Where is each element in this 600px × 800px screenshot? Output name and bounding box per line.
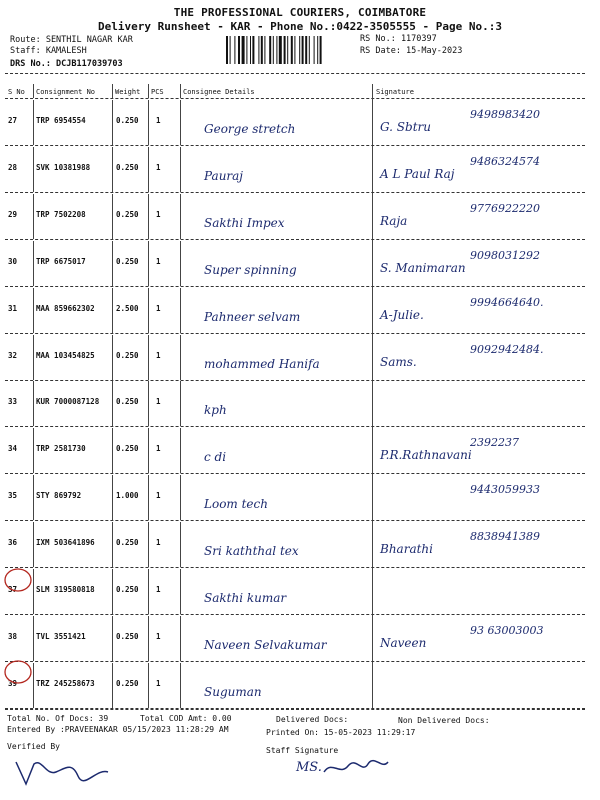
row-separator — [5, 567, 585, 568]
row-phone-handwritten: 93 63003003 — [470, 624, 544, 637]
col-divider — [112, 241, 113, 286]
col-divider — [33, 84, 34, 98]
row-pcs: 1 — [156, 304, 161, 313]
row-signature-handwritten: A L Paul Raj — [380, 167, 455, 181]
col-header-sno: S No — [8, 88, 25, 96]
col-divider — [180, 84, 181, 98]
row-consignee-handwritten: Naveen Selvakumar — [204, 638, 327, 652]
col-header-consignment: Consignment No — [36, 88, 96, 96]
row-signature-handwritten: Sams. — [380, 355, 417, 369]
row-sno: 37 — [8, 585, 18, 594]
row-separator — [5, 614, 585, 615]
row-consignment: TRP 2581730 — [36, 444, 86, 453]
row-consignee-handwritten: Sakthi Impex — [204, 216, 285, 230]
row-phone-handwritten: 9498983420 — [470, 108, 540, 121]
rs-number: RS No.: 1170397 — [360, 34, 437, 44]
staff-signature: MS. — [296, 760, 322, 775]
row-consignee-handwritten: mohammed Hanifa — [204, 357, 320, 371]
col-divider — [148, 616, 149, 661]
row-consignment: KUR 7000087128 — [36, 397, 100, 406]
row-pcs: 1 — [156, 491, 161, 500]
row-separator — [5, 380, 585, 381]
col-divider — [112, 475, 113, 520]
col-divider — [112, 335, 113, 380]
row-pcs: 1 — [156, 679, 161, 688]
col-divider — [180, 569, 181, 614]
col-divider — [33, 288, 34, 333]
row-weight: 2.500 — [116, 304, 139, 313]
row-weight: 0.250 — [116, 257, 139, 266]
row-consignment: TRP 6954554 — [36, 116, 86, 125]
row-consignee-handwritten: Pauraj — [204, 169, 244, 183]
footer-divider — [5, 709, 585, 710]
row-pcs: 1 — [156, 632, 161, 641]
row-separator — [5, 473, 585, 474]
column-header-divider — [5, 98, 585, 99]
col-divider — [180, 147, 181, 192]
col-divider — [148, 569, 149, 614]
row-pcs: 1 — [156, 163, 161, 172]
row-signature-handwritten: P.R.Rathnavani — [380, 448, 472, 462]
col-divider — [112, 428, 113, 473]
verifier-signature-scrawl — [12, 754, 112, 790]
col-divider — [180, 335, 181, 380]
col-divider — [180, 616, 181, 661]
row-consignment: IXM 503641896 — [36, 538, 95, 547]
row-separator — [5, 661, 585, 662]
col-divider — [180, 194, 181, 239]
total-cod-amount: Total COD Amt: 0.00 — [140, 714, 232, 723]
col-divider — [112, 569, 113, 614]
col-divider — [33, 335, 34, 380]
row-phone-handwritten: 9092942484. — [470, 343, 544, 356]
col-divider — [180, 381, 181, 426]
row-phone-handwritten: 9443059933 — [470, 483, 540, 496]
col-divider — [180, 100, 181, 145]
row-pcs: 1 — [156, 444, 161, 453]
col-divider — [148, 428, 149, 473]
row-separator — [5, 286, 585, 287]
row-consignment: TRP 7502208 — [36, 210, 86, 219]
verified-by: Verified By — [7, 742, 60, 751]
staff-signature-scrawl — [322, 756, 392, 780]
row-sno: 32 — [8, 351, 18, 360]
row-separator — [5, 239, 585, 240]
col-divider — [112, 100, 113, 145]
col-divider — [33, 381, 34, 426]
col-divider — [112, 522, 113, 567]
rs-date: RS Date: 15-May-2023 — [360, 46, 463, 56]
row-sno: 39 — [8, 679, 18, 688]
row-separator — [5, 426, 585, 427]
row-sno: 36 — [8, 538, 18, 547]
row-consignee-handwritten: George stretch — [204, 122, 296, 136]
row-weight: 1.000 — [116, 491, 139, 500]
row-weight: 0.250 — [116, 538, 139, 547]
col-divider — [33, 241, 34, 286]
row-signature-handwritten: Bharathi — [380, 542, 433, 556]
col-header-weight: Weight — [115, 88, 141, 96]
row-signature-handwritten: Naveen — [380, 636, 427, 650]
col-divider — [180, 475, 181, 520]
col-divider — [180, 288, 181, 333]
row-sno: 30 — [8, 257, 18, 266]
row-pcs: 1 — [156, 585, 161, 594]
row-consignee-handwritten: Suguman — [204, 685, 262, 699]
col-divider — [148, 84, 149, 98]
col-divider — [112, 147, 113, 192]
row-sno: 29 — [8, 210, 18, 219]
row-sno: 28 — [8, 163, 18, 172]
col-divider — [33, 147, 34, 192]
row-pcs: 1 — [156, 538, 161, 547]
row-signature-handwritten: A-Julie. — [380, 308, 424, 322]
drs-number: DRS No.: DCJB117039703 — [10, 59, 123, 69]
row-consignee-handwritten: Loom tech — [204, 497, 268, 511]
col-header-consignee: Consignee Details — [183, 88, 255, 96]
row-pcs: 1 — [156, 397, 161, 406]
row-weight: 0.250 — [116, 632, 139, 641]
col-divider — [33, 475, 34, 520]
row-signature-handwritten: G. Sbtru — [380, 120, 431, 134]
row-consignee-handwritten: c di — [204, 450, 227, 464]
row-consignment: STY 869792 — [36, 491, 82, 500]
row-phone-handwritten: 9486324574 — [470, 155, 540, 168]
col-header-pcs: PCS — [151, 88, 164, 96]
row-phone-handwritten: 9776922220 — [470, 202, 540, 215]
col-divider — [112, 84, 113, 98]
col-header-signature: Signature — [376, 88, 414, 96]
col-divider — [180, 522, 181, 567]
col-divider — [112, 616, 113, 661]
row-consignee-handwritten: Sri kaththal tex — [204, 544, 299, 558]
row-weight: 0.250 — [116, 679, 139, 688]
row-pcs: 1 — [156, 351, 161, 360]
staff-label: Staff: KAMALESH — [10, 46, 87, 56]
col-divider — [180, 241, 181, 286]
col-divider — [112, 288, 113, 333]
row-separator — [5, 520, 585, 521]
col-divider — [148, 381, 149, 426]
col-divider — [112, 194, 113, 239]
row-weight: 0.250 — [116, 351, 139, 360]
row-separator — [5, 192, 585, 193]
col-divider — [180, 428, 181, 473]
row-phone-handwritten: 8838941389 — [470, 530, 540, 543]
runsheet-subtitle: Delivery Runsheet - KAR - Phone No.:0422-3505555 - Page No.:3 — [98, 20, 502, 33]
row-consignment: TRZ 245258673 — [36, 679, 95, 688]
col-divider — [148, 663, 149, 708]
col-divider — [148, 100, 149, 145]
col-divider — [148, 241, 149, 286]
row-separator — [5, 145, 585, 146]
row-sno: 31 — [8, 304, 18, 313]
row-weight: 0.250 — [116, 444, 139, 453]
row-pcs: 1 — [156, 116, 161, 125]
header-divider — [5, 73, 585, 74]
row-consignee-handwritten: Pahneer selvam — [204, 310, 301, 324]
col-divider — [33, 194, 34, 239]
col-divider — [148, 288, 149, 333]
col-divider — [148, 522, 149, 567]
row-weight: 0.250 — [116, 116, 139, 125]
row-weight: 0.250 — [116, 585, 139, 594]
row-signature-handwritten: S. Manimaran — [380, 261, 466, 275]
row-consignment: SLM 319580818 — [36, 585, 95, 594]
runsheet-title: THE PROFESSIONAL COURIERS, COIMBATORE — [173, 6, 427, 19]
row-sno: 38 — [8, 632, 18, 641]
row-weight: 0.250 — [116, 210, 139, 219]
row-sno: 33 — [8, 397, 18, 406]
col-divider — [148, 475, 149, 520]
row-weight: 0.250 — [116, 163, 139, 172]
red-circle-marks — [0, 560, 40, 690]
delivered-docs: Delivered Docs: — [276, 715, 349, 724]
row-sno: 35 — [8, 491, 18, 500]
row-separator — [5, 333, 585, 334]
row-consignee-handwritten: Sakthi kumar — [204, 591, 287, 605]
row-consignment: MAA 859662302 — [36, 304, 95, 313]
row-phone-handwritten: 9994664640. — [470, 296, 544, 309]
row-pcs: 1 — [156, 210, 161, 219]
row-sno: 34 — [8, 444, 18, 453]
row-phone-handwritten: 2392237 — [470, 436, 519, 449]
col-divider — [112, 663, 113, 708]
staff-signature-label: Staff Signature — [266, 746, 339, 755]
total-docs: Total No. Of Docs: 39 — [7, 714, 109, 723]
row-sno: 27 — [8, 116, 18, 125]
col-divider — [112, 381, 113, 426]
row-consignment: TRP 6675017 — [36, 257, 86, 266]
barcode-image — [226, 36, 354, 64]
col-divider — [148, 335, 149, 380]
col-divider — [33, 100, 34, 145]
col-divider — [33, 428, 34, 473]
route-label: Route: SENTHIL NAGAR KAR — [10, 35, 133, 45]
row-weight: 0.250 — [116, 397, 139, 406]
printed-on: Printed On: 15-05-2023 11:29:17 — [266, 728, 416, 737]
row-consignment: SVK 10381988 — [36, 163, 91, 172]
col-divider — [148, 147, 149, 192]
row-phone-handwritten: 9098031292 — [470, 249, 540, 262]
row-consignment: MAA 103454825 — [36, 351, 95, 360]
row-consignment: TVL 3551421 — [36, 632, 86, 641]
row-signature-handwritten: Raja — [380, 214, 408, 228]
col-divider — [148, 194, 149, 239]
row-pcs: 1 — [156, 257, 161, 266]
col-divider — [180, 663, 181, 708]
non-delivered-docs: Non Delivered Docs: — [398, 716, 490, 725]
row-consignee-handwritten: kph — [204, 403, 227, 417]
row-consignee-handwritten: Super spinning — [204, 263, 297, 277]
entered-by: Entered By :PRAVEENAKAR 05/15/2023 11:28:29 AM — [7, 725, 229, 734]
